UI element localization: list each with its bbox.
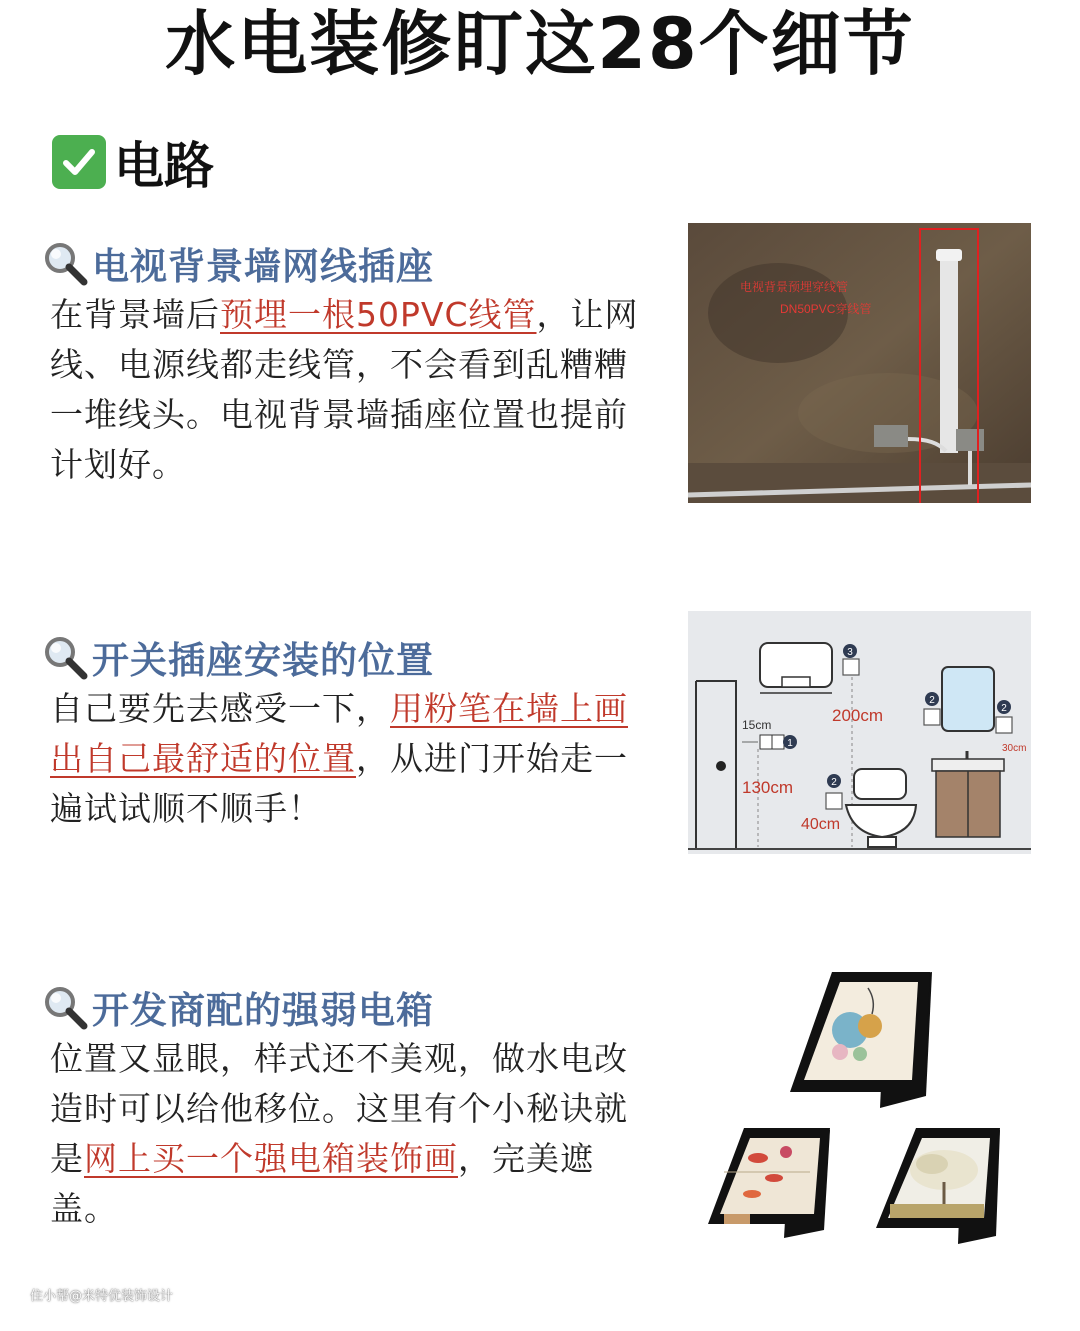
magnifier-icon xyxy=(40,238,90,288)
tip-text: 在背景墙后预埋一根50PVC线管，让网线、电源线都走线管，不会看到乱糟糟一堆线头。电视背景墙插座位置也提前计划好。 xyxy=(50,295,639,484)
magnifier-icon xyxy=(40,632,90,682)
marker-label: 2 xyxy=(1001,703,1007,714)
magnifier-icon xyxy=(40,982,90,1032)
tip-text: 位置又显眼，样式还不美观，做水电改造时可以给他移位。这里有个小秘诀就是网上买一个强电箱装饰画，完美遮盖。 xyxy=(50,1039,628,1228)
tip-text: 自己要先去感受一下，用粉笔在墙上画出自己最舒适的位置，从进门开始走一遍试试顺不顺手！ xyxy=(50,689,628,828)
decorative-frame xyxy=(790,972,932,1108)
highlight-text: 网上买一个强电箱装饰画 xyxy=(84,1139,458,1178)
dimension-label: 40cm xyxy=(801,816,841,833)
tip-tv-wall xyxy=(40,238,640,490)
photo-annotation: 电视背景预埋穿线管 xyxy=(740,280,849,294)
tip-switch-socket-position xyxy=(40,632,640,834)
dimension-label: 130cm xyxy=(742,778,794,797)
marker-label: 3 xyxy=(847,647,853,658)
dimension-label: 200cm xyxy=(832,706,884,725)
dimension-label: 15cm xyxy=(742,718,772,732)
tip-title: 开发商配的强弱电箱 xyxy=(92,989,434,1032)
dimension-label: 30cm xyxy=(1002,743,1027,754)
tip-title: 电视背景墙网线插座 xyxy=(92,245,434,288)
page-title: 水电装修盯这28个细节 xyxy=(165,3,915,85)
tv-wall-conduit-photo xyxy=(688,223,1031,503)
decorative-frame xyxy=(708,1128,830,1238)
marker-label: 2 xyxy=(929,695,935,706)
checkmark-icon xyxy=(52,135,106,189)
photo-annotation: DN50PVC穿线管 xyxy=(780,302,872,316)
tip-title: 开关插座安装的位置 xyxy=(92,639,434,682)
watermark: 住小帮@米特优装饰设计 xyxy=(30,1289,174,1304)
bathroom-socket-diagram xyxy=(688,611,1031,854)
tip-electrical-box xyxy=(40,982,640,1234)
section-label: 电路 xyxy=(114,137,214,195)
section-heading xyxy=(52,130,214,194)
marker-label: 2 xyxy=(831,777,837,788)
decorative-frame xyxy=(876,1128,1000,1244)
marker-label: 1 xyxy=(787,738,793,749)
highlight-text: 用粉笔在墙上画出自己最舒适的位置 xyxy=(50,689,628,778)
decorative-box-cover-frames xyxy=(700,968,1010,1252)
highlight-text: 预埋一根50PVC线管 xyxy=(220,295,537,334)
